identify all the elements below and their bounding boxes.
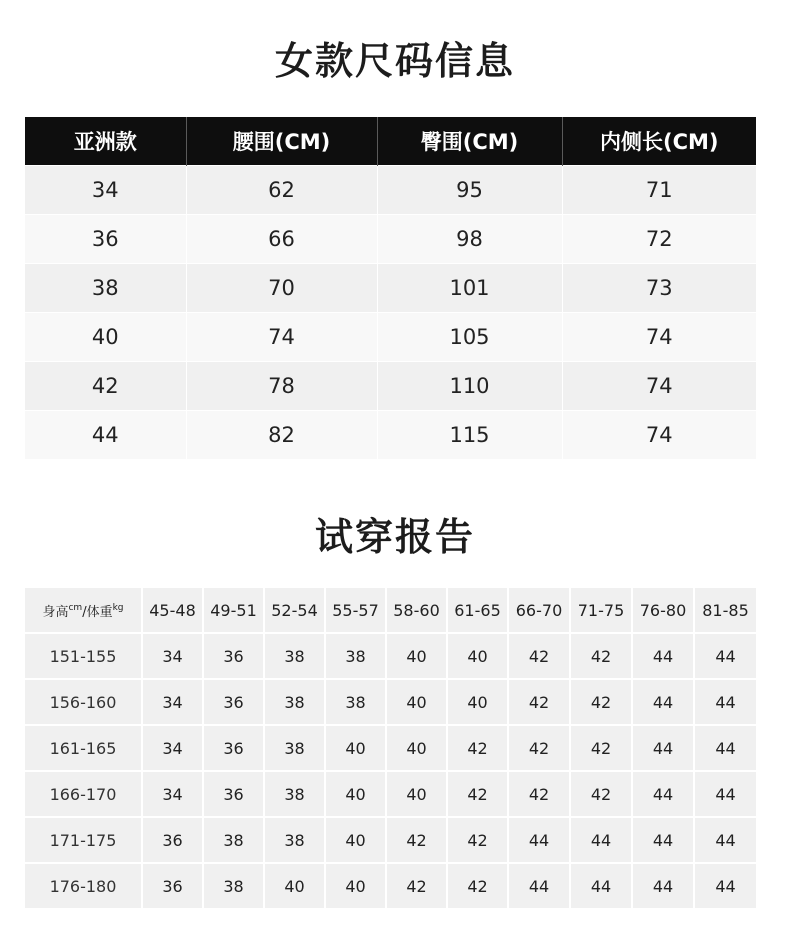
size-header-cell: 臀围(CM) [377,117,562,166]
weight-label: 体重 [86,604,113,620]
size-header-cell: 亚洲款 [25,117,186,166]
recommended-size-cell: 44 [632,725,694,771]
height-range-cell: 151-155 [25,633,142,679]
height-label: 身高 [42,604,69,620]
height-range-cell: 161-165 [25,725,142,771]
size-chart-row [25,313,756,362]
recommended-size-cell: 42 [570,725,632,771]
recommended-size-cell: 40 [386,725,447,771]
recommended-size-cell: 36 [203,725,264,771]
weight-range-header: 61-65 [447,588,508,633]
fit-report-table [25,588,756,908]
size-chart-cell: 70 [186,264,377,313]
height-range-cell: 171-175 [25,817,142,863]
recommended-size-cell: 44 [632,771,694,817]
size-chart-cell: 101 [377,264,562,313]
recommended-size-cell: 40 [325,863,386,908]
weight-range-header: 49-51 [203,588,264,633]
size-chart-cell: 78 [186,362,377,411]
size-chart-cell: 72 [562,215,756,264]
recommended-size-cell: 42 [447,725,508,771]
recommended-size-cell: 44 [694,817,756,863]
recommended-size-cell: 44 [694,863,756,908]
recommended-size-cell: 36 [203,679,264,725]
size-chart-cell: 62 [186,166,377,215]
size-chart-cell: 44 [25,411,186,460]
weight-range-header: 71-75 [570,588,632,633]
recommended-size-cell: 42 [570,771,632,817]
size-chart-cell: 95 [377,166,562,215]
size-chart-cell: 74 [562,313,756,362]
recommended-size-cell: 40 [447,679,508,725]
recommended-size-cell: 40 [386,679,447,725]
size-chart-row [25,215,756,264]
recommended-size-cell: 42 [447,863,508,908]
size-chart-cell: 38 [25,264,186,313]
size-chart-cell: 105 [377,313,562,362]
size-chart-cell: 74 [562,411,756,460]
size-chart-table [25,117,756,459]
height-range-cell: 176-180 [25,863,142,908]
height-range-cell: 156-160 [25,679,142,725]
fit-report-row [25,633,756,679]
recommended-size-cell: 36 [203,633,264,679]
height-weight-corner-cell [25,588,142,633]
recommended-size-cell: 40 [325,817,386,863]
recommended-size-cell: 44 [694,679,756,725]
recommended-size-cell: 34 [142,725,203,771]
recommended-size-cell: 36 [203,771,264,817]
recommended-size-cell: 42 [570,679,632,725]
recommended-size-cell: 42 [386,817,447,863]
weight-range-header: 58-60 [386,588,447,633]
height-range-cell: 166-170 [25,771,142,817]
size-chart-row [25,411,756,460]
recommended-size-cell: 44 [508,863,570,908]
weight-range-header: 76-80 [632,588,694,633]
recommended-size-cell: 44 [632,633,694,679]
size-chart-header-row [25,117,756,166]
recommended-size-cell: 42 [447,771,508,817]
weight-range-header: 81-85 [694,588,756,633]
recommended-size-cell: 38 [203,863,264,908]
recommended-size-cell: 40 [325,771,386,817]
weight-range-header: 52-54 [264,588,325,633]
size-chart-cell: 74 [562,362,756,411]
size-chart-cell: 40 [25,313,186,362]
recommended-size-cell: 42 [508,771,570,817]
recommended-size-cell: 40 [386,771,447,817]
recommended-size-cell: 44 [632,863,694,908]
recommended-size-cell: 36 [142,863,203,908]
size-chart-cell: 98 [377,215,562,264]
recommended-size-cell: 42 [508,725,570,771]
recommended-size-cell: 38 [264,771,325,817]
corner-separator: / [82,604,87,620]
recommended-size-cell: 38 [264,725,325,771]
recommended-size-cell: 34 [142,771,203,817]
size-chart-row [25,362,756,411]
recommended-size-cell: 42 [386,863,447,908]
recommended-size-cell: 36 [142,817,203,863]
recommended-size-cell: 38 [264,679,325,725]
recommended-size-cell: 38 [264,817,325,863]
recommended-size-cell: 40 [386,633,447,679]
weight-unit: kg [112,602,124,613]
fit-report-row [25,863,756,908]
size-header-cell: 内侧长(CM) [562,117,756,166]
recommended-size-cell: 44 [632,817,694,863]
size-chart-title: 女款尺码信息 [274,39,515,83]
recommended-size-cell: 40 [447,633,508,679]
recommended-size-cell: 44 [508,817,570,863]
size-chart-cell: 71 [562,166,756,215]
size-chart-cell: 82 [186,411,377,460]
recommended-size-cell: 38 [325,679,386,725]
size-chart-cell: 42 [25,362,186,411]
recommended-size-cell: 44 [694,725,756,771]
recommended-size-cell: 42 [447,817,508,863]
size-chart-cell: 36 [25,215,186,264]
recommended-size-cell: 42 [508,679,570,725]
recommended-size-cell: 44 [694,633,756,679]
recommended-size-cell: 42 [508,633,570,679]
recommended-size-cell: 40 [325,725,386,771]
weight-range-header: 55-57 [325,588,386,633]
recommended-size-cell: 34 [142,633,203,679]
recommended-size-cell: 44 [570,863,632,908]
recommended-size-cell: 44 [694,771,756,817]
fit-report-header-row [25,588,756,633]
size-chart-row [25,166,756,215]
fit-report-title: 试穿报告 [314,515,475,559]
fit-report-row [25,679,756,725]
size-chart-cell: 115 [377,411,562,460]
size-chart-cell: 34 [25,166,186,215]
size-chart-cell: 66 [186,215,377,264]
fit-report-row [25,817,756,863]
recommended-size-cell: 42 [570,633,632,679]
weight-range-header: 45-48 [142,588,203,633]
fit-report-row [25,725,756,771]
recommended-size-cell: 38 [264,633,325,679]
recommended-size-cell: 44 [632,679,694,725]
size-header-cell: 腰围(CM) [186,117,377,166]
recommended-size-cell: 34 [142,679,203,725]
weight-range-header: 66-70 [508,588,570,633]
fit-report-row [25,771,756,817]
size-chart-cell: 110 [377,362,562,411]
recommended-size-cell: 44 [570,817,632,863]
size-chart-cell: 74 [186,313,377,362]
recommended-size-cell: 40 [264,863,325,908]
recommended-size-cell: 38 [203,817,264,863]
height-unit: cm [68,602,83,613]
size-chart-cell: 73 [562,264,756,313]
recommended-size-cell: 38 [325,633,386,679]
size-chart-row [25,264,756,313]
